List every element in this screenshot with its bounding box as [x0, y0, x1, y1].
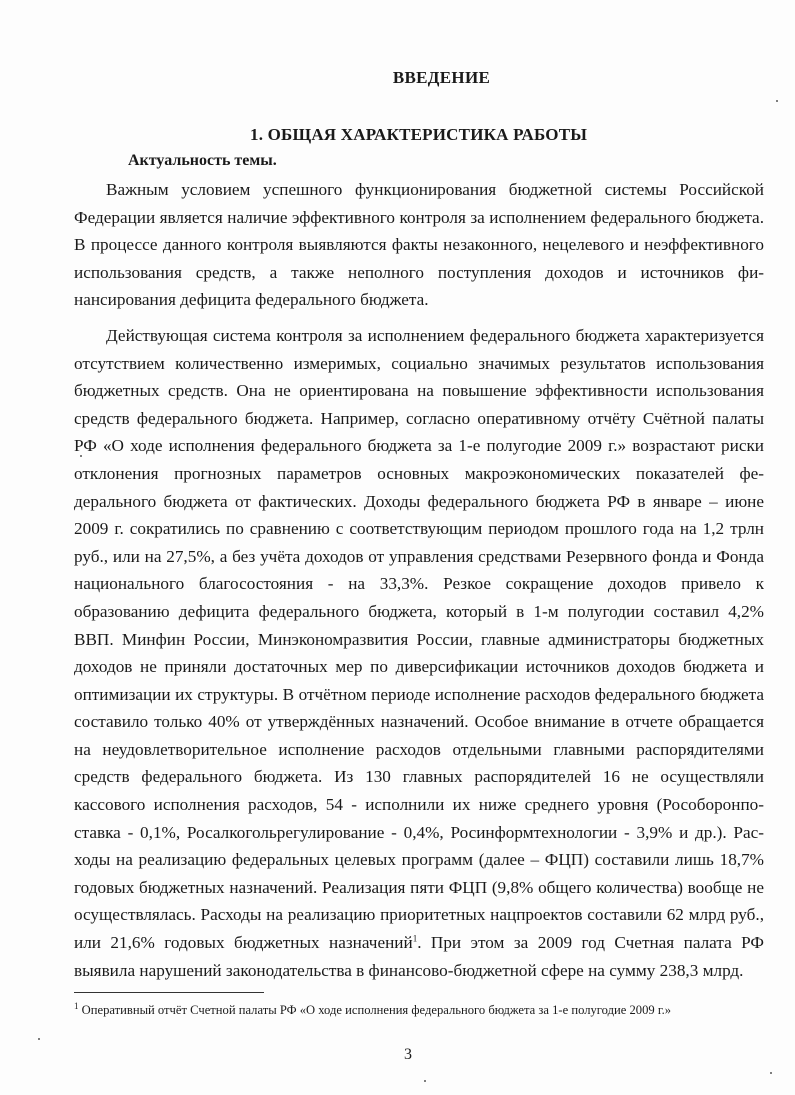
footnote-text: Оперативный отчёт Счетной палаты РФ «О ходе исполнения федерального бюджета за 1-е полугодие 2009 г.»: [81, 1003, 672, 1017]
page-number: 3: [404, 1046, 412, 1063]
paragraph-1: Важным условием успешного функционирования бюджетной системы Российской Федерации является наличие эффективного контроля за исполнением федерального бюджета. В процессе данного контроля выявляются факты незаконного, нецелевого и неэффективного использования средств, а также неполного поступления доходов и источников финансирования дефицита федерального бюджета.: [74, 180, 764, 310]
scan-speck: [38, 1038, 40, 1040]
paragraph-2: [74, 322, 764, 984]
intro-heading: ВВЕДЕНИЕ: [392, 68, 491, 87]
scan-speck: [424, 1080, 426, 1082]
scan-speck: [770, 1072, 772, 1074]
footnote-separator: [74, 992, 264, 993]
scan-speck: [776, 100, 778, 102]
paragraph-2-tail: . При этом за 2009 год Счетная палата РФ выявила нарушений законодательства в финансово-бюджетной сфере на сумму 238,3 млрд.: [74, 933, 765, 980]
paragraph-2-main: Действующая система контроля за исполнением федерального бюджета характеризуется отсутствием количественно измеримых, социально значимых результатов использования бюджетных средств. Она не ориентирована на повышение эффективности использования средств федерального бюджета. Например, согласно оперативному отчёту Счётной палаты РФ «О ходе исполнения федерального бюджета за 1-е полугодие 2009 г.» возрастают риски отклонения прогнозных параметров основных макроэкономических показателей федерального бюджета от фактических. Доходы федерального бюджета РФ в январе – июне 2009 г. сократились по сравнению с соответствующим периодом прошлого года на 1,2 трлн руб., или на 27,5%, а без учёта доходов от управления средствами Резервного фонда и Фонда национального благосостояния - на 33,3%. Резкое сокращение доходов привело к образованию дефицита федерального бюджета, который в 1-м полугодии составил 4,2% ВВП. Минфин России, Минэкономразвития России, главные администраторы бюджетных доходов не приняли достаточных мер по диверсификации источников доходов бюджета и оптимизации их структуры. В отчётном периоде исполнение расходов федерального бюджета составило только 40% от утверждённых назначений. Особое внимание в отчете обращается на неудовлетворительное исполнение расходов отдельными главными распорядителями средств федерального бюджета. Из 130 главных распорядителей 16 не осуществляли кассового исполнения расходов, 54 - исполнили их ниже среднего уровня (Рособоронпоставка - 0,1%, Росалкогольрегулирование - 0,4%, Росинформтехнологии - 3,9% и др.). Расходы на реализацию федеральных целевых программ (далее – ФЦП) составили лишь 18,7% годовых бюджетных назначений. Реализация пяти ФЦП (9,8% общего количества) вообще не осуществлялась. Расходы на реализацию приоритетных нацпроектов составили 62 млрд руб., или 21,6% годовых бюджетных назначений: [74, 325, 764, 953]
footnote-reference: 1: [412, 933, 418, 944]
section-heading: 1. ОБЩАЯ ХАРАКТЕРИСТИКА РАБОТЫ: [250, 125, 588, 144]
footnote: [74, 1002, 774, 1018]
footnote-mark: 1: [74, 1000, 79, 1011]
topic-relevance-subheading: Актуальность темы.: [128, 152, 277, 169]
body-text: [74, 176, 764, 992]
scan-speck: [80, 455, 82, 457]
